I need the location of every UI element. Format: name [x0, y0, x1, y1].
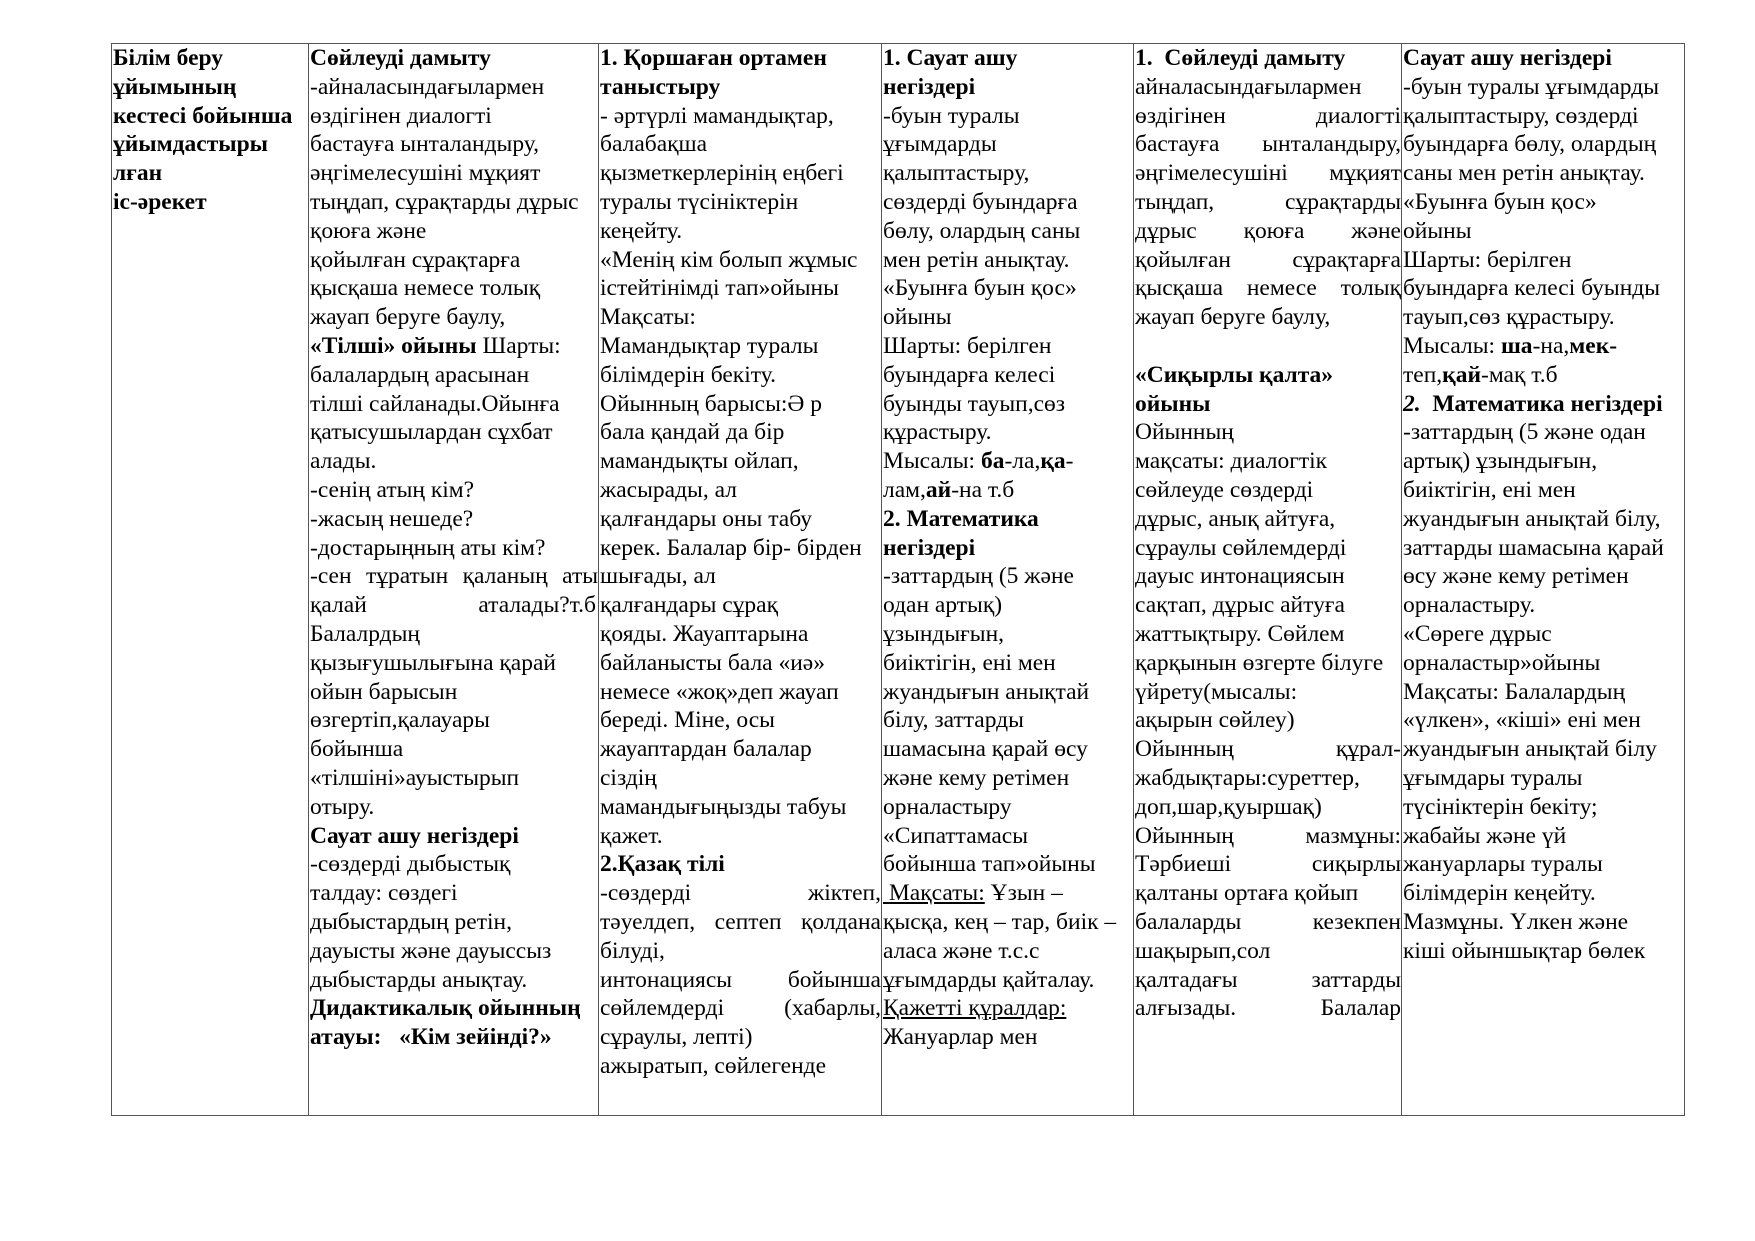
text-line: білімдерін кеңейту. [1403, 880, 1596, 907]
text-line: «Сипаттамасы [883, 822, 1029, 849]
text-line: Балалрдың [310, 620, 420, 647]
text-line: дұрыс қоюға және [1135, 217, 1401, 244]
text-line: ақырын сөйлеу) [1135, 707, 1295, 734]
text-line: байланысты бала «иә» [600, 649, 825, 676]
text-line: Мамандықтар туралы [600, 332, 819, 359]
text-line: ұзындығын, [883, 620, 1005, 647]
paragraph [883, 1023, 1133, 1052]
paragraph [1135, 966, 1401, 1024]
text-line: түсініктерін бекіту; [1403, 793, 1598, 820]
text-line: кеңейту. [600, 217, 683, 244]
text-line: сөйлеуде сөздерді [1135, 476, 1314, 503]
text-line: негіздері [883, 73, 976, 100]
text-line: мамандықты ойлап, [600, 448, 799, 475]
text-line: «Менің кім болып жұмыс [600, 246, 858, 273]
row-header-text [113, 44, 308, 217]
paragraph [310, 73, 598, 332]
game-title: «Тілші» ойыны [310, 332, 477, 359]
text-line: тыңдап, сұрақтарды [1135, 188, 1401, 215]
text-line: және кему ретімен [883, 764, 1070, 791]
text-line: білу, заттарды [883, 707, 1024, 734]
literacy-math-cell [1402, 44, 1685, 1116]
text-line: «Сиқырлы қалта» [1135, 361, 1334, 388]
text-line: бойынша тап»ойыны [883, 851, 1096, 878]
environment-cell [599, 44, 882, 1116]
text-line: алғызады. Балалар [1135, 995, 1401, 1022]
text-line: немесе «жоқ»деп жауап [600, 678, 839, 705]
text-line: ажыратып, сөйлегенде [600, 1052, 827, 1079]
text-line: -айналасындағылармен [310, 73, 545, 100]
text-line: білімдерін бекіту. [600, 361, 776, 388]
text-line: әңгімелесушіні мұқият [1135, 160, 1401, 187]
text-line: тәуелдеп, септеп қолдана [600, 908, 881, 935]
text-line: өздігінен диалогті [310, 102, 492, 129]
text-line: әңгімелесушіні мұқият [310, 160, 541, 187]
text-line: орналастыр»ойыны [1403, 649, 1601, 676]
text-line: өзгертіп,қалауары [310, 707, 490, 734]
paragraph [600, 966, 881, 1024]
text-line: буындарға келесі буынды [1403, 275, 1661, 302]
text-line: талдау: сөздегі [310, 880, 458, 907]
text-line: буынды тауып,сөз [883, 390, 1066, 417]
section-title [883, 44, 1133, 102]
paragraph [883, 102, 1133, 448]
text-line: өсу және кему ретімен [1403, 563, 1629, 590]
text-line: сақтап, дұрыс айтуға [1135, 592, 1345, 619]
text-line: биіктігін, ені мен [883, 649, 1056, 676]
text-line: орналастыру. [1403, 592, 1536, 619]
text-line: үйрету(мысалы: [1135, 678, 1298, 705]
syllable: лам, [883, 476, 926, 503]
text-line: ұғымдарды қайталау. [883, 966, 1095, 993]
paragraph [1403, 73, 1684, 332]
text-line: білуді, [600, 937, 665, 964]
text-line: қысқаша немесе толық [310, 275, 541, 302]
text-line: жауап беруге баулу, [310, 304, 506, 331]
text-line: сөздерді буындарға [883, 188, 1078, 215]
row-header-cell [112, 44, 309, 1116]
text-line: одан артық) [883, 592, 1003, 619]
text-line: мен ретін анықтау. [883, 246, 1070, 273]
example-line [883, 447, 1133, 476]
text-line: Ойынның барысы:Ә р [600, 390, 822, 417]
text-line: қажет. [600, 822, 663, 849]
text-line: жауаптардан балалар [600, 736, 812, 763]
text-line: аласа және т.с.с [883, 937, 1040, 964]
text-line: сұраулы, лепті) [600, 1024, 753, 1051]
text-line: ойыны [1403, 217, 1472, 244]
section-title: Сауат ашу негіздері [310, 822, 519, 849]
text-line: 1. Сауат ашу [883, 45, 1018, 71]
text-line: бастауға ынталандыру, [310, 131, 540, 158]
text-line: жабайы және үй [1403, 822, 1567, 849]
section-title [600, 44, 881, 102]
text-line: жуандығын анықтай білу, [1403, 505, 1661, 532]
didactic-game-label: Дидактикалық ойынның [310, 995, 581, 1022]
text-line: бала қандай да бір [600, 419, 785, 446]
text-line: жауап беруге баулу, [1135, 304, 1331, 331]
example-line [1403, 332, 1684, 361]
syllable: -на, [1532, 332, 1570, 359]
text-line: сұраулы сөйлемдерді [1135, 534, 1347, 561]
text-line: кестесі бойынша [113, 102, 293, 129]
text-line: қысқаша немесе толық [1135, 275, 1401, 302]
text-line: Мақсаты: Балалардың [1403, 678, 1626, 705]
text-line: бойынша [310, 736, 404, 763]
paragraph [310, 361, 598, 563]
text-line: -заттардың (5 және одан [1403, 419, 1646, 446]
text-line: ойыны [1135, 390, 1211, 417]
section-title [883, 505, 1133, 563]
text-line: дыбыстарды анықтау. [310, 966, 528, 993]
text-line: сөйлемдерді (хабарлы, [600, 995, 881, 1022]
section-number: 2. [1403, 390, 1421, 417]
paragraph [1135, 908, 1401, 937]
text-line: «Буынға буын қос» [1403, 188, 1597, 215]
text-line: жабдықтары:суреттер, [1135, 764, 1360, 791]
paragraph [600, 879, 881, 937]
text-line: істейтінімді тап»ойыны [600, 275, 839, 302]
text-line: -заттардың (5 және [883, 563, 1074, 590]
text-line: қалыптастыру, сөздерді [1403, 102, 1639, 129]
tools-label: Қажетті құралдар: [883, 995, 1067, 1022]
game-line [310, 332, 598, 361]
text-line: -буын туралы ұғымдарды [1403, 73, 1659, 100]
text-line: -буын туралы [883, 102, 1020, 129]
text-line: балалардың арасынан [310, 361, 530, 388]
game-rest: Шарты: [476, 332, 561, 359]
text-line: Шарты: берілген [1403, 246, 1572, 273]
paragraph [600, 102, 881, 246]
speech-development-cell [309, 44, 599, 1116]
table-row [112, 44, 1685, 1116]
paragraph [883, 562, 1133, 879]
text-line: таныстыру [600, 73, 721, 100]
text-line: қойылған сұрақтарға [310, 246, 521, 273]
text-line: Шарты: берілген [883, 332, 1052, 359]
text-line: қатысушылардан сұхбат [310, 419, 553, 446]
text-line: шамасына қарай өсу [883, 736, 1088, 763]
goal-line [883, 879, 1133, 908]
word: аталады?т.б [478, 592, 596, 619]
text-line: Білім беру [113, 45, 224, 71]
text-line: - әртүрлі мамандықтар, [600, 102, 834, 129]
text-line: -достарыңның аты кім? [310, 534, 546, 561]
text-line: орналастыру [883, 793, 1012, 820]
syllable: ша [1500, 332, 1533, 359]
paragraph [310, 620, 598, 822]
text-line: буындарға бөлу, олардың [1403, 131, 1657, 158]
text-line: -жасың нешеде? [310, 505, 474, 532]
text-line: ұғымдары туралы [1403, 764, 1583, 791]
text-line: буындарға келесі [883, 361, 1056, 388]
text-line: қарқынын өзгерте білуге [1135, 649, 1384, 676]
text-line: ойыны [883, 304, 952, 331]
text-line: лған [113, 160, 163, 187]
paragraph [1403, 418, 1684, 965]
text-line: туралы түсініктерін [600, 188, 799, 215]
text-line: береді. Міне, осы [600, 707, 775, 734]
text-line: дауысты және дауыссыз [310, 937, 552, 964]
text-line: «үлкен», «кіші» ені мен [1403, 707, 1641, 734]
game-title [1135, 361, 1401, 419]
text-line: «тілшіні»ауыстырып [310, 764, 520, 791]
justified-line: -сен тұратын қаланың аты [310, 563, 598, 590]
text-line: құрастыру. [883, 419, 992, 446]
example-line [1403, 361, 1684, 390]
text-line: қалғандары оны табу [600, 505, 813, 532]
text-line: отыру. [310, 793, 375, 820]
text-line: 2. Математика [883, 505, 1039, 532]
section-title [1403, 390, 1684, 419]
paragraph [1135, 822, 1401, 880]
text-line: тыңдап, сұрақтарды дұрыс [310, 188, 579, 215]
syllable: ба [980, 448, 1005, 475]
text-line: қалыптастыру, [883, 160, 1030, 187]
text-line: керек. Балалар бір- бірден [600, 534, 862, 561]
text-line: ойын барысын [310, 678, 458, 705]
text-line: Мақсаты: [600, 304, 696, 331]
text-line: биіктігін, ені мен [1403, 476, 1576, 503]
paragraph [600, 1023, 881, 1081]
section-title: Сөйлеуді дамыту [310, 45, 491, 71]
word: қалай [310, 592, 367, 619]
text-line: қысқа, кең – тар, биік – [883, 908, 1117, 935]
text-line: жасырады, ал [600, 476, 737, 503]
text-line: шақырып,сол [1135, 937, 1271, 964]
text-line: бастауға ынталандыру, [1135, 131, 1401, 158]
text-line: тілші сайланады.Ойынға [310, 390, 560, 417]
text-line: Жануарлар мен [883, 1024, 1038, 1051]
text-line: мақсаты: диалогтік [1135, 448, 1328, 475]
paragraph [1135, 764, 1401, 822]
text-line: артық) ұзындығын, [1403, 448, 1598, 475]
text-line: -сенің атың кім? [310, 476, 475, 503]
text-line: жуандығын анықтай білу [1403, 736, 1657, 763]
section-title-text: Математика негіздері [1420, 390, 1663, 417]
paragraph [1135, 418, 1401, 735]
text-line: ұғымдарды [883, 131, 997, 158]
text-line: кіші ойыншықтар бөлек [1403, 937, 1646, 964]
text-line: доп,шар,қуыршақ) [1135, 793, 1322, 820]
text-line: Мазмұны. Үлкен және [1403, 908, 1629, 935]
paragraph [1135, 735, 1401, 764]
text-line: тауып,сөз құрастыру. [1403, 304, 1615, 331]
text-line: қалғандары сұрақ [600, 592, 779, 619]
text-line: өздігінен диалогті [1135, 102, 1401, 129]
goal-text: Ұзын – [984, 880, 1063, 907]
text-line: дыбыстардың ретін, [310, 908, 512, 935]
text-line: балаларды кезекпен [1135, 908, 1401, 935]
goal-label: Мақсаты: [883, 880, 985, 907]
syllable: қа [1040, 448, 1066, 475]
text-line: балабақша [600, 131, 708, 158]
justified-line [310, 591, 598, 620]
example-prefix: Мысалы: [1403, 332, 1501, 359]
text-line: Ойынның мазмұны: [1135, 822, 1401, 849]
text-line: «Сөреге дұрыс [1403, 620, 1552, 647]
syllable: - [1065, 448, 1074, 475]
text-line: дұрыс, анық айтуға, [1135, 505, 1336, 532]
text-line: қызметкерлерінің еңбегі [600, 160, 844, 187]
syllable: -ла, [1004, 448, 1041, 475]
text-line: іс-әрекет [113, 188, 207, 215]
text-line: Ойынның құрал- [1135, 736, 1401, 763]
paragraph [310, 850, 598, 994]
text-line: жаттықтыру. Сөйлем [1135, 620, 1345, 647]
text-line: дауыс интонациясын [1135, 563, 1345, 590]
section-title: 1. Сөйлеуді дамыту [1135, 45, 1346, 71]
text-line: қояды. Жауаптарына [600, 620, 809, 647]
paragraph [883, 908, 1133, 994]
text-line: «Буынға буын қос» [883, 275, 1077, 302]
text-line: бөлу, олардың саны [883, 217, 1081, 244]
text-line: қызығушылығына қарай [310, 649, 556, 676]
text-line: заттарды шамасына қарай [1403, 534, 1664, 561]
text-line: қалтадағы заттарды [1135, 966, 1401, 993]
didactic-game-name: атауы: «Кім зейінді?» [310, 1024, 552, 1051]
syllable: -на т.б [951, 476, 1015, 503]
text-line: қойылған сұрақтарға [1135, 246, 1401, 273]
text-line: қалтаны ортаға қойып [1135, 880, 1359, 907]
text-line: -сөздерді жіктеп, [600, 880, 881, 907]
text-line: жануарлары туралы [1403, 851, 1603, 878]
text-line: Ойынның [1135, 419, 1234, 446]
text-line: Тәрбиеші сиқырлы [1135, 851, 1401, 878]
syllable: қай [1442, 361, 1481, 388]
text-line: айналасындағылармен [1135, 73, 1362, 100]
text-line: 1. Қоршаған ортамен [600, 45, 827, 71]
text-line: алады. [310, 448, 377, 475]
section-title: 2.Қазақ тілі [600, 851, 725, 878]
spacer [1135, 332, 1401, 361]
speech-game-cell [1134, 44, 1402, 1116]
text-line: мамандығыңызды табуы [600, 793, 847, 820]
syllable: теп, [1403, 361, 1443, 388]
text-line: шығады, ал [600, 563, 716, 590]
section-title: Сауат ашу негіздері [1403, 45, 1612, 71]
text-line: ұйымының [113, 73, 237, 100]
example-line [883, 476, 1133, 505]
paragraph [600, 246, 881, 851]
syllable: ай [925, 476, 952, 503]
example-prefix: Мысалы: [883, 448, 981, 475]
text-line: негіздері [883, 534, 976, 561]
paragraph [1135, 102, 1401, 304]
text-line: қоюға және [310, 217, 427, 244]
syllable: мек- [1569, 332, 1618, 359]
text-line: жуандығын анықтай [883, 678, 1090, 705]
text-line: сіздің [600, 764, 657, 791]
literacy-cell [882, 44, 1134, 1116]
text-line: интонациясы бойынша [600, 966, 881, 993]
lesson-plan-table [111, 43, 1685, 1116]
syllable: -мақ т.б [1481, 361, 1558, 388]
text-line: -сөздерді дыбыстық [310, 851, 511, 878]
text-line: ұйымдастыры [113, 131, 269, 158]
text-line: саны мен ретін анықтау. [1403, 160, 1645, 187]
